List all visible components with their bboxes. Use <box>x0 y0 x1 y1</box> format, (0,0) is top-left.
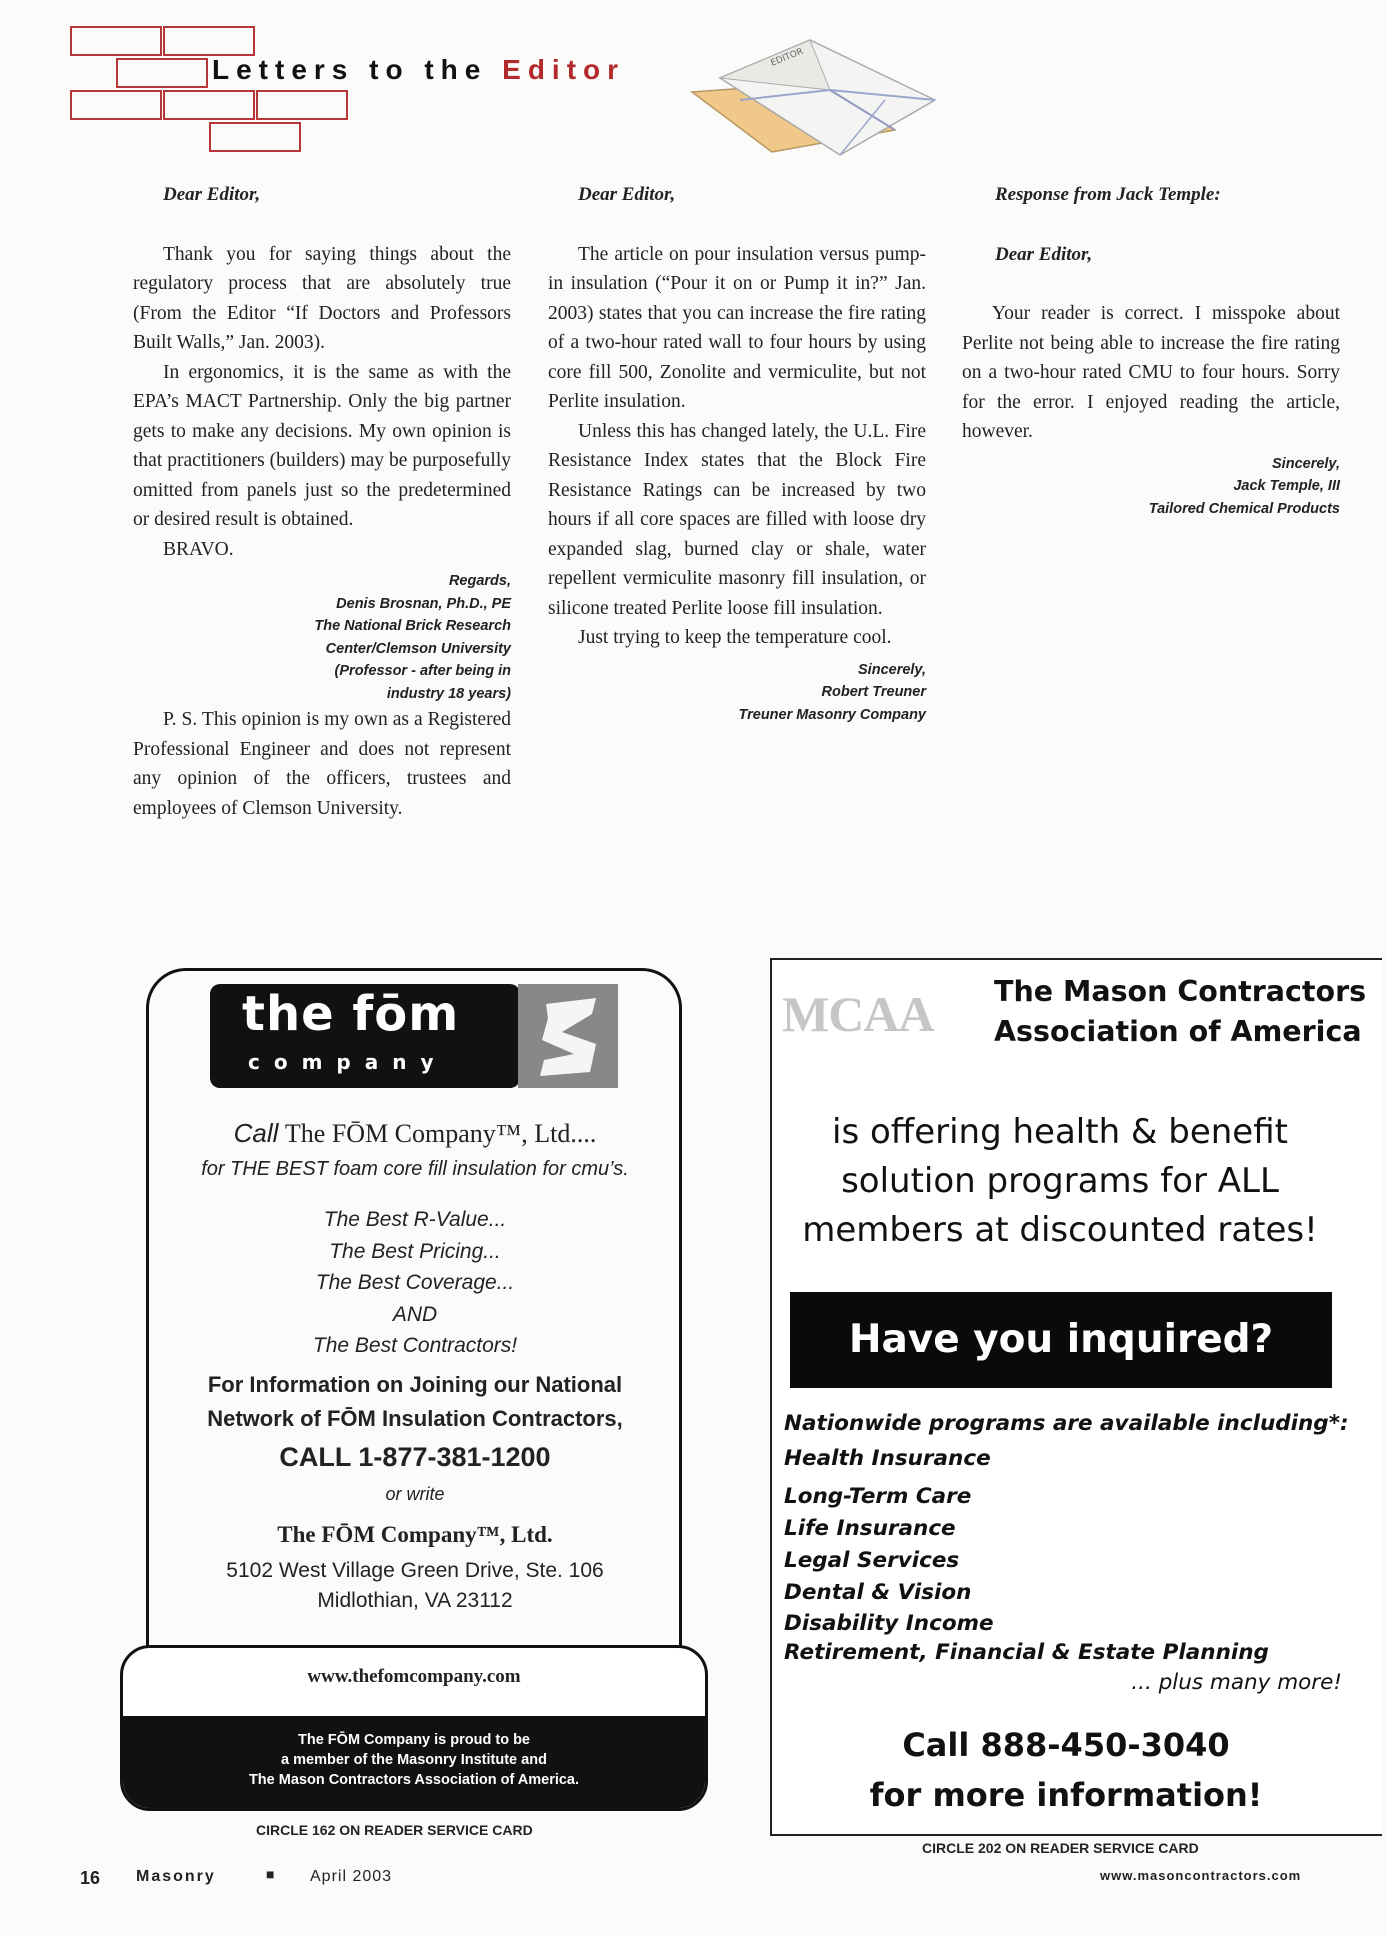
list-item: Disability Income <box>784 1611 994 1636</box>
letter-column-2 <box>548 180 926 726</box>
brick-outline <box>70 90 162 120</box>
mcaa-call: Call 888-450-3040 for more information! <box>869 1726 1263 1814</box>
letter-signoff: Regards, Denis Brosnan, Ph.D., PE The National Brick Research Center/Clemson University (Professor - after being in industry 18 years) <box>314 573 511 702</box>
mcaa-question-banner: Have you inquired? <box>790 1292 1332 1388</box>
letter-postscript: P. S. This opinion is my own as a Registered Professional Engineer and does not represent any opinion of the officers, trustees and employees of Clemson University. <box>133 709 511 819</box>
letter-paragraph: BRAVO. <box>163 538 234 560</box>
magazine-name: Masonry <box>136 1868 216 1885</box>
fom-logo-mark-icon <box>518 984 618 1088</box>
envelope-label: EDITOR <box>769 46 805 69</box>
letter-paragraph: Unless this has changed lately, the U.L. Fire Resistance Index states that the Block Fire Resistance Ratings can be increased by two hours if all core spaces are filled with loose dry expanded slag, burned clay or shale, water repellent vermiculite masonry fill insulation, or silicone treated Perlite loose fill insulation. <box>548 420 926 619</box>
mcaa-title: The Mason Contractors Association of America <box>994 975 1367 1048</box>
page-number: 16 <box>80 1868 101 1888</box>
fom-footer-box <box>120 1645 708 1811</box>
footer-website: www.masoncontractors.com <box>1100 1868 1302 1883</box>
letter-salutation: Dear Editor, <box>578 184 676 205</box>
letter-paragraph: Your reader is correct. I misspoke about Perlite not being able to increase the fire rating on a two-hour rated CMU to four hours. Sorry for the error. I enjoyed reading the article, however. <box>962 303 1340 442</box>
letter-paragraph: The article on pour insulation versus pump-in insulation (“Pour it on or Pump it in?” Jan. 2003) states that you can increase the fire rating of a two-hour rated wall to four hours by using core fill 500, Zonolite and vermiculite, but not Perlite insulation. <box>548 243 926 412</box>
fom-phone: CALL 1-877-381-1200 <box>279 1442 551 1472</box>
fom-address-company: The FŌM Company™, Ltd. <box>277 1522 553 1547</box>
fom-website-link[interactable]: www.thefomcompany.com <box>307 1666 521 1687</box>
list-item: Health Insurance <box>784 1446 991 1471</box>
fom-join-info: For Information on Joining our National Network of FŌM Insulation Contractors, <box>207 1372 623 1431</box>
list-item: Retirement, Financial & Estate Planning <box>784 1640 1269 1665</box>
response-heading: Response from Jack Temple: <box>995 184 1221 205</box>
separator-square: ■ <box>266 1866 275 1882</box>
letter-salutation: Dear Editor, <box>163 184 261 205</box>
brick-outline <box>116 58 208 88</box>
brick-outline <box>163 26 255 56</box>
fom-or-write: or write <box>385 1484 445 1504</box>
fom-benefits: The Best R-Value... The Best Pricing... The Best Coverage... AND The Best Contractors! <box>312 1208 518 1357</box>
fom-tagline: for THE BEST foam core fill insulation for cmu’s. <box>201 1158 629 1180</box>
fom-call-line: Call The FŌM Company™, Ltd.... <box>233 1118 597 1148</box>
fom-member-note: The FŌM Company is proud to be a member of the Masonry Institute and The Mason Contractors Association of America. <box>123 1716 705 1811</box>
letter-salutation: Dear Editor, <box>995 243 1093 265</box>
mcaa-program-list: Nationwide programs are available including*: Health Insurance Long-Term Care Life Insurance Legal Services Dental & Vision Disability Income Retirement, Financial & Estate Planning ... plus many more! <box>784 1408 1354 1699</box>
letter-signoff: Sincerely, Robert Treuner Treuner Masonry Company <box>738 661 926 723</box>
fom-logo: the fōm company <box>210 984 520 1088</box>
letter-paragraph: Just trying to keep the temperature cool. <box>578 627 892 648</box>
brick-outline <box>163 90 255 120</box>
envelope-icon <box>680 30 960 170</box>
fom-circle-note: CIRCLE 162 ON READER SERVICE CARD <box>256 1822 533 1838</box>
mcaa-more: ... plus many more! <box>1131 1670 1342 1695</box>
letter-signoff: Sincerely, Jack Temple, III Tailored Chemical Products <box>1148 455 1340 517</box>
letter-column-3 <box>962 180 1340 520</box>
mcaa-offer: is offering health & benefit solution programs for ALL members at discounted rates! <box>802 1112 1318 1250</box>
list-item: Legal Services <box>784 1548 960 1573</box>
brick-outline <box>256 90 348 120</box>
letter-paragraph: Thank you for saying things about the regulatory process that are absolutely true (From the Editor “If Doctors and Professors Built Walls,” Jan. 2003). <box>133 243 511 353</box>
letter-paragraph: In ergonomics, it is the same as with the EPA’s MACT Partnership. Only the big partner gets to make any decisions. My own opinion is that practitioners (builders) may be purposefully omitted from panels just so the predetermined or desired result is obtained. <box>133 361 511 530</box>
brick-outline <box>70 26 162 56</box>
mcaa-ad-frame <box>770 958 1382 1836</box>
list-item: Dental & Vision <box>784 1580 972 1605</box>
fom-address: 5102 West Village Green Drive, Ste. 106 Midlothian, VA 23112 <box>226 1559 604 1612</box>
brick-outline <box>209 122 301 152</box>
issue-date: April 2003 <box>310 1868 393 1885</box>
mcaa-logo: MCAA <box>782 986 934 1042</box>
section-title: Letters to the Editor <box>212 54 626 85</box>
letter-column-1 <box>133 180 511 823</box>
mcaa-circle-note: CIRCLE 202 ON READER SERVICE CARD <box>922 1840 1199 1856</box>
list-item: Long-Term Care <box>784 1484 972 1509</box>
list-item: Life Insurance <box>784 1516 956 1541</box>
